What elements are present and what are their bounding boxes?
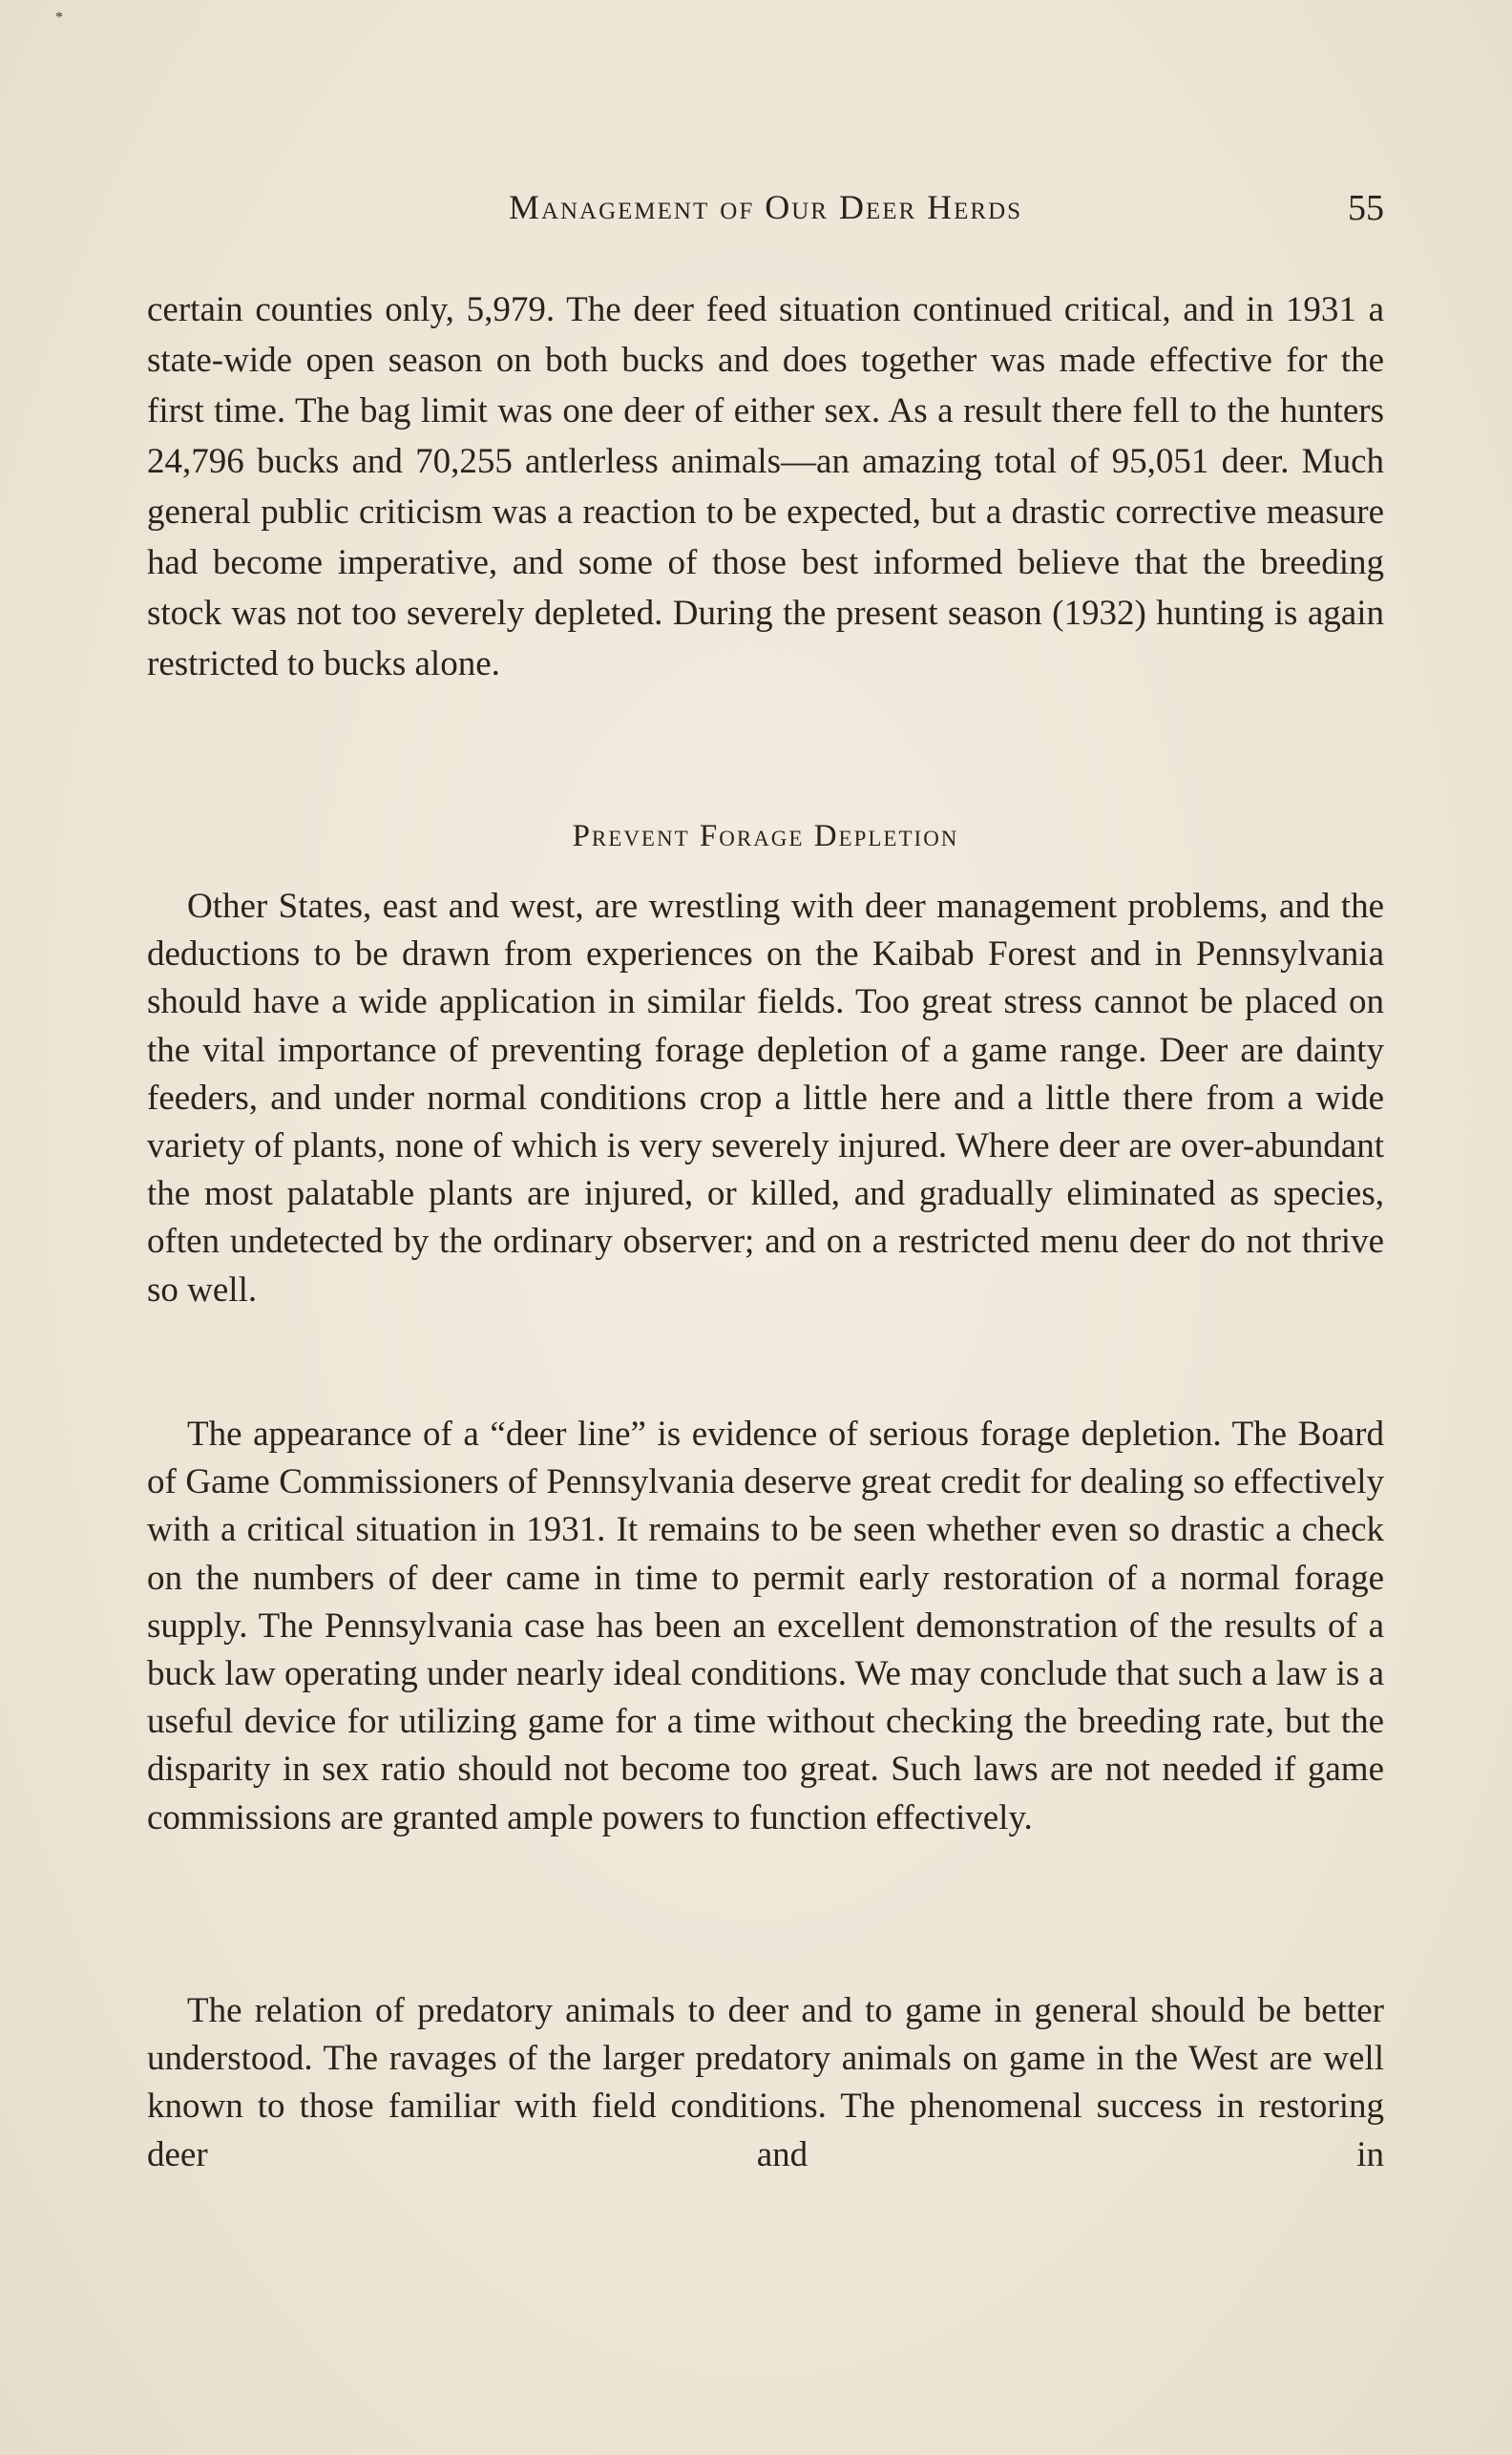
paragraph-2: Other States, east and west, are wrestling with deer management problems, and the deductions to be drawn from experiences on the Kaibab Forest and in Pennsylvania should have a wide application in similar fields. Too great stress cannot be placed on the vital importance of preventing forage depletion of a game range. Deer are dainty feeders, and under normal conditions crop a little here and a little there from a wide variety of plants, none of which is very severely injured. Where deer are over-abundant the most palatable plants are injured, or killed, and gradually eliminated as species, often undetected by the ordinary observer; and on a restricted menu deer do not thrive so well. [147,887,1384,1310]
section-heading: Prevent Forage Depletion [572,819,959,853]
paragraph-2-block [147,883,1384,1314]
page-header [147,187,1384,235]
paragraph-4-block [147,1987,1384,2179]
running-head: Management of Our Deer Herds [508,188,1023,226]
paragraph-1-block [147,284,1384,689]
paragraph-1: certain counties only, 5,979. The deer feed situation continued critical, and in 1931 a state-wide open season on both bucks and does together was made effective for the first time. The bag limit was one deer of either sex. As a result there fell to the hunters 24,796 bucks and 70,255 antlerless animals—an amazing total of 95,051 deer. Much general public criticism was a reaction to be expected, but a drastic corrective measure had become imperative, and some of those best informed believe that the breeding stock was not too severely depleted. During the present season (1932) hunting is again restricted to bucks alone. [147,290,1384,683]
corner-speck-mark: * [55,10,63,26]
paragraph-3: The appearance of a “deer line” is evidence of serious forage depletion. The Board of Game Commissioners of Pennsylvania deserve great credit for dealing so effectively with a critical situation in 1931. It remains to be seen whether even so drastic a check on the numbers of deer came in time to permit early restoration of a normal forage supply. The Pennsylvania case has been an excellent demonstration of the results of a buck law operating under nearly ideal conditions. We may conclude that such a law is a useful device for utilizing game for a time without checking the breeding rate, but the disparity in sex ratio should not become too great. Such laws are not needed if game commissions are granted ample powers to function effectively. [147,1415,1384,1837]
paragraph-4: The relation of predatory animals to deer and to game in general should be better understood. The ravages of the larger predatory animals on game in the West are well known to those familiar with field conditions. The phenomenal success in restoring deer and in [147,1991,1384,2174]
paragraph-3-block [147,1411,1384,1842]
page-number: 55 [1348,188,1384,228]
